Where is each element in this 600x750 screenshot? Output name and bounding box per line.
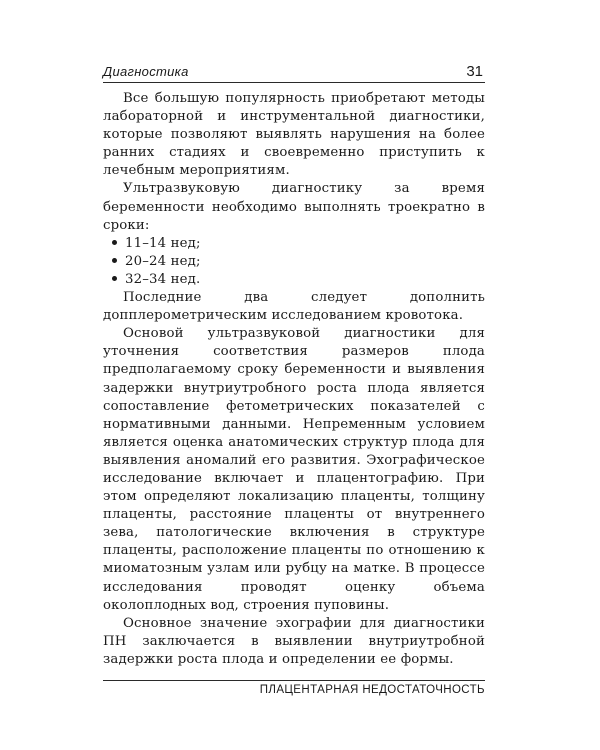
- list-item-text: 20–24 нед;: [125, 253, 201, 269]
- paragraph-ultrasound-basis: Основой ультразвуковой диагностики для уточнения соответствия размеров плода предполагаемому сроку беременности и выявления задержки внутриутробного роста плода является сопоставление фетометрических показателей с нормативными данными. Непременным условием является оценка анатомических структур плода для выявления аномалий его развития. Эхографическое исследование включает и плацентографию. При этом определяют локализацию плаценты, толщину плаценты, расстояние плаценты от внутреннего зева, патологические включения в структуре плаценты, расположение плаценты по отношению к миоматозным узлам или рубцу на матке. В процессе исследования проводят оценку объема околоплодных вод, строения пуповины.: [103, 326, 485, 613]
- book-title: ПЛАЦЕНТАРНАЯ НЕДОСТАТОЧНОСТЬ: [259, 684, 485, 696]
- list-item: [103, 235, 485, 253]
- paragraph-echography-value: Основное значение эхографии для диагностики ПН заключается в выявлении внутриутробной задержки роста плода и определении ее формы.: [103, 615, 485, 667]
- list-item: [103, 253, 485, 271]
- running-header: [103, 60, 485, 83]
- page-number: 31: [466, 63, 483, 80]
- paragraph-doppler: Последние два следует дополнить допплерометрическим исследованием кровотока.: [103, 290, 485, 324]
- list-item-text: 32–34 нед.: [125, 271, 201, 287]
- bullet-icon: [112, 258, 117, 263]
- paragraph-methods: Все большую популярность приобретают методы лабораторной и инструментальной диагностики, которые позволяют выявлять нарушения на более ранних стадиях и своевременно приступить к лечебным мероприятиям.: [103, 91, 485, 179]
- bullet-icon: [112, 240, 117, 245]
- term-list: [103, 235, 485, 289]
- section-title: Диагностика: [103, 64, 189, 79]
- list-item-text: 11–14 нед;: [125, 235, 201, 251]
- list-item: [103, 271, 485, 289]
- paragraph-ultrasound-schedule: Ультразвуковую диагностику за время беременности необходимо выполнять троекратно в сроки:: [103, 181, 485, 233]
- page-body: [103, 90, 485, 669]
- running-footer: [103, 680, 485, 696]
- bullet-icon: [112, 276, 117, 281]
